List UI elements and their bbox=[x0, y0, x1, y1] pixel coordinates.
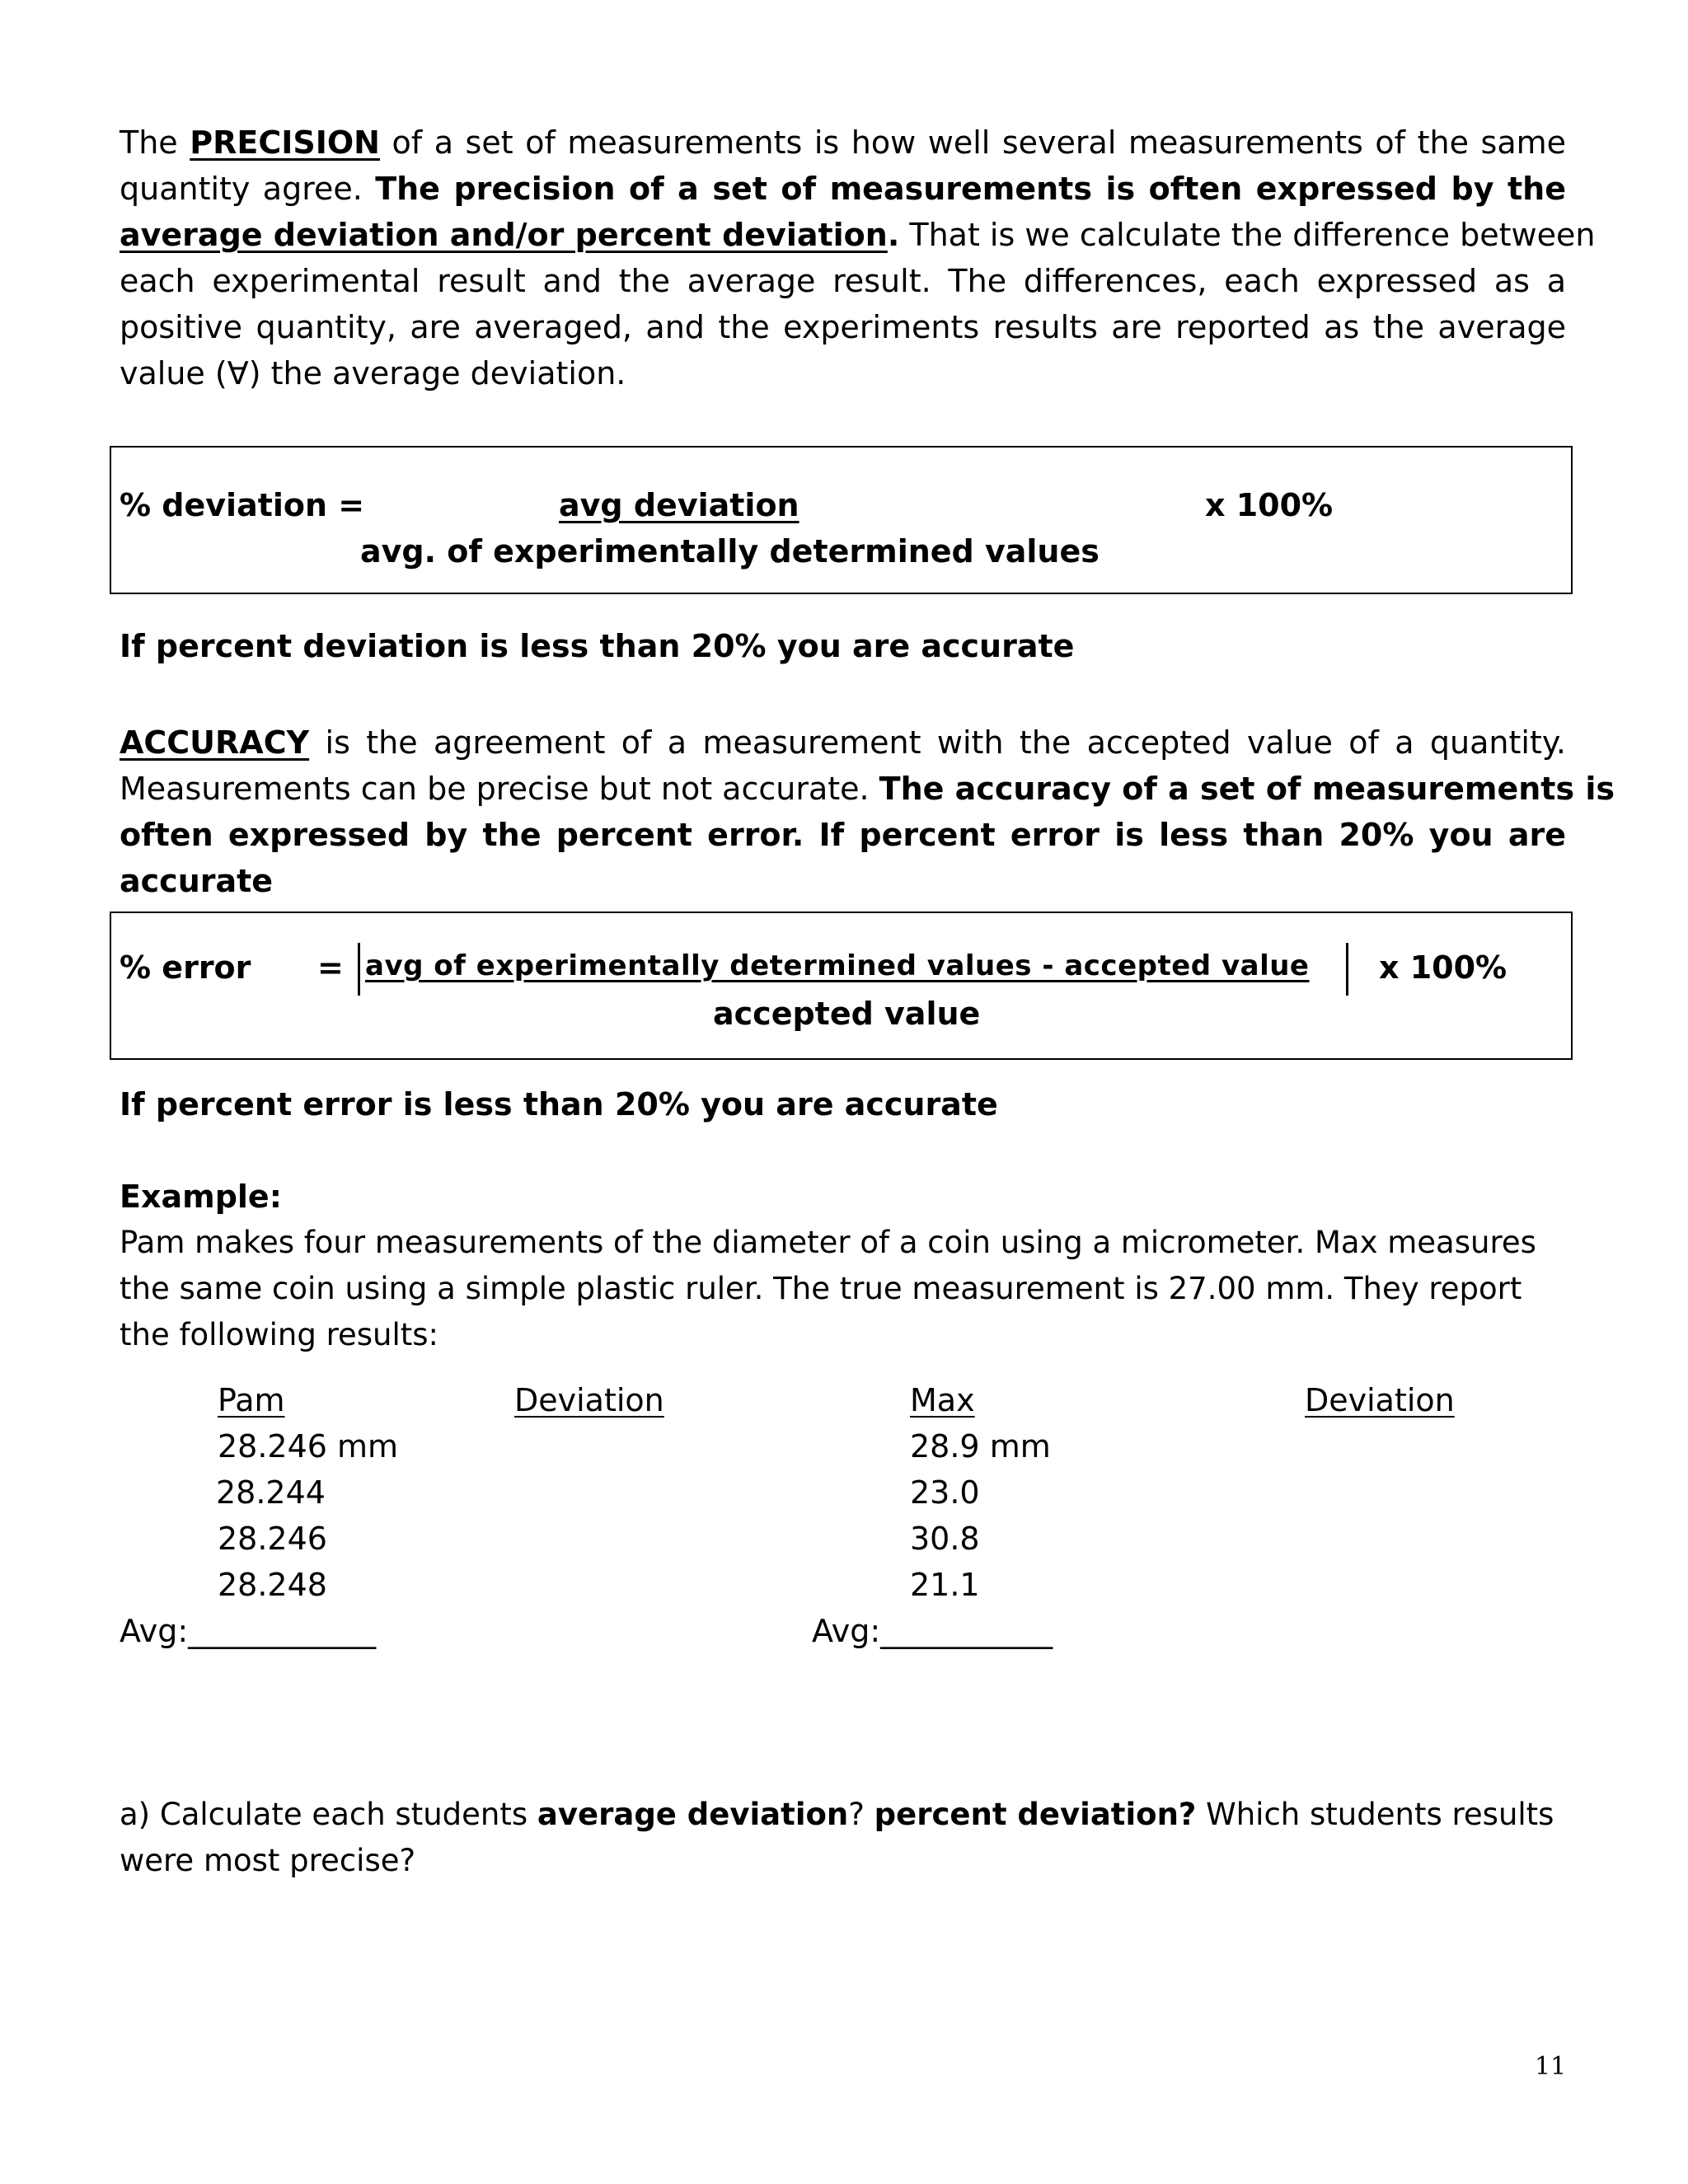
error-numerator: avg of experimentally determined values - accepted value bbox=[365, 949, 1310, 982]
deviation-multiplier: x 100% bbox=[1205, 487, 1334, 523]
absolute-value-bar-right bbox=[1346, 943, 1348, 996]
bold-text: The precision of a set of measurements is often expressed by the bbox=[375, 171, 1566, 207]
page-number: 11 bbox=[1535, 2052, 1567, 2081]
pam-value: 28.246 bbox=[218, 1521, 327, 1557]
question-a-line-2: were most precise? bbox=[120, 1843, 416, 1878]
pam-column-header: Pam bbox=[218, 1382, 285, 1418]
text-run: of a set of measurements is how well several measurements of the same bbox=[379, 124, 1567, 161]
absolute-value-bar-left bbox=[358, 943, 360, 996]
pam-value: 28.246 mm bbox=[218, 1428, 399, 1465]
error-label: % error bbox=[120, 949, 251, 986]
text-run: Measurements can be precise but not accurate. bbox=[120, 771, 879, 807]
text-run: Which students results bbox=[1196, 1797, 1554, 1832]
deviation-denominator: avg. of experimentally determined values bbox=[360, 533, 1100, 569]
precision-line-2 bbox=[120, 166, 1566, 212]
example-line-2: the same coin using a simple plastic ruler. The true measurement is 27.00 mm. They report bbox=[120, 1271, 1522, 1306]
deviation-note: If percent deviation is less than 20% you are accurate bbox=[120, 628, 1075, 664]
deviation-numerator: avg deviation bbox=[559, 487, 799, 523]
max-deviation-header: Deviation bbox=[1305, 1382, 1455, 1418]
pam-value: 28.248 bbox=[218, 1567, 327, 1603]
precision-line-1 bbox=[120, 120, 1566, 166]
max-value: 21.1 bbox=[910, 1567, 980, 1603]
text-run: The bbox=[120, 124, 190, 161]
example-line-1: Pam makes four measurements of the diameter of a coin using a micrometer. Max measures bbox=[120, 1225, 1536, 1260]
deviation-label: % deviation = bbox=[120, 487, 365, 523]
bold-text: The accuracy of a set of measurements is bbox=[879, 771, 1615, 807]
pam-deviation-header: Deviation bbox=[514, 1382, 664, 1418]
accuracy-term: ACCURACY bbox=[120, 724, 310, 761]
error-formula-box bbox=[110, 912, 1573, 1060]
error-denominator: accepted value bbox=[713, 996, 981, 1032]
max-value: 23.0 bbox=[910, 1474, 980, 1511]
precision-line-5: positive quantity, are averaged, and the experiments results are reported as the average bbox=[120, 309, 1566, 345]
text-run: is the agreement of a measurement with the accepted value of a quantity. bbox=[309, 724, 1566, 761]
question-a-line-1 bbox=[120, 1797, 1554, 1832]
text-run: quantity agree. bbox=[120, 171, 376, 207]
error-equals: = bbox=[317, 949, 344, 986]
error-note: If percent error is less than 20% you are accurate bbox=[120, 1086, 998, 1122]
max-column-header: Max bbox=[910, 1382, 975, 1418]
max-average-blank: Avg:___________ bbox=[812, 1613, 1053, 1649]
error-multiplier: x 100% bbox=[1379, 949, 1507, 986]
accuracy-line-3: often expressed by the percent error. If percent error is less than 20% you are bbox=[120, 817, 1566, 853]
accuracy-line-1 bbox=[120, 719, 1566, 766]
text-run: ? bbox=[848, 1797, 874, 1832]
bold-text: average deviation bbox=[537, 1797, 849, 1832]
example-heading: Example: bbox=[120, 1179, 282, 1215]
precision-line-3 bbox=[120, 212, 1596, 258]
bold-text: percent deviation? bbox=[874, 1797, 1197, 1832]
bold-text: . bbox=[887, 217, 900, 253]
pam-average-blank: Avg:____________ bbox=[120, 1613, 377, 1649]
text-run: a) Calculate each students bbox=[120, 1797, 537, 1832]
precision-line-6: value (∀) the average deviation. bbox=[120, 355, 626, 391]
deviation-formula-box bbox=[110, 446, 1573, 594]
max-value: 30.8 bbox=[910, 1521, 980, 1557]
precision-term: PRECISION bbox=[190, 124, 380, 161]
average-deviation-term: average deviation and/or percent deviation bbox=[120, 217, 888, 253]
example-line-3: the following results: bbox=[120, 1317, 439, 1352]
pam-value: 28.244 bbox=[216, 1474, 326, 1511]
max-value: 28.9 mm bbox=[910, 1428, 1051, 1465]
precision-line-4: each experimental result and the average result. The differences, each expressed as a bbox=[120, 263, 1566, 299]
accuracy-line-4: accurate bbox=[120, 863, 274, 899]
accuracy-line-2 bbox=[120, 766, 1615, 812]
text-run: That is we calculate the difference between bbox=[899, 217, 1596, 253]
